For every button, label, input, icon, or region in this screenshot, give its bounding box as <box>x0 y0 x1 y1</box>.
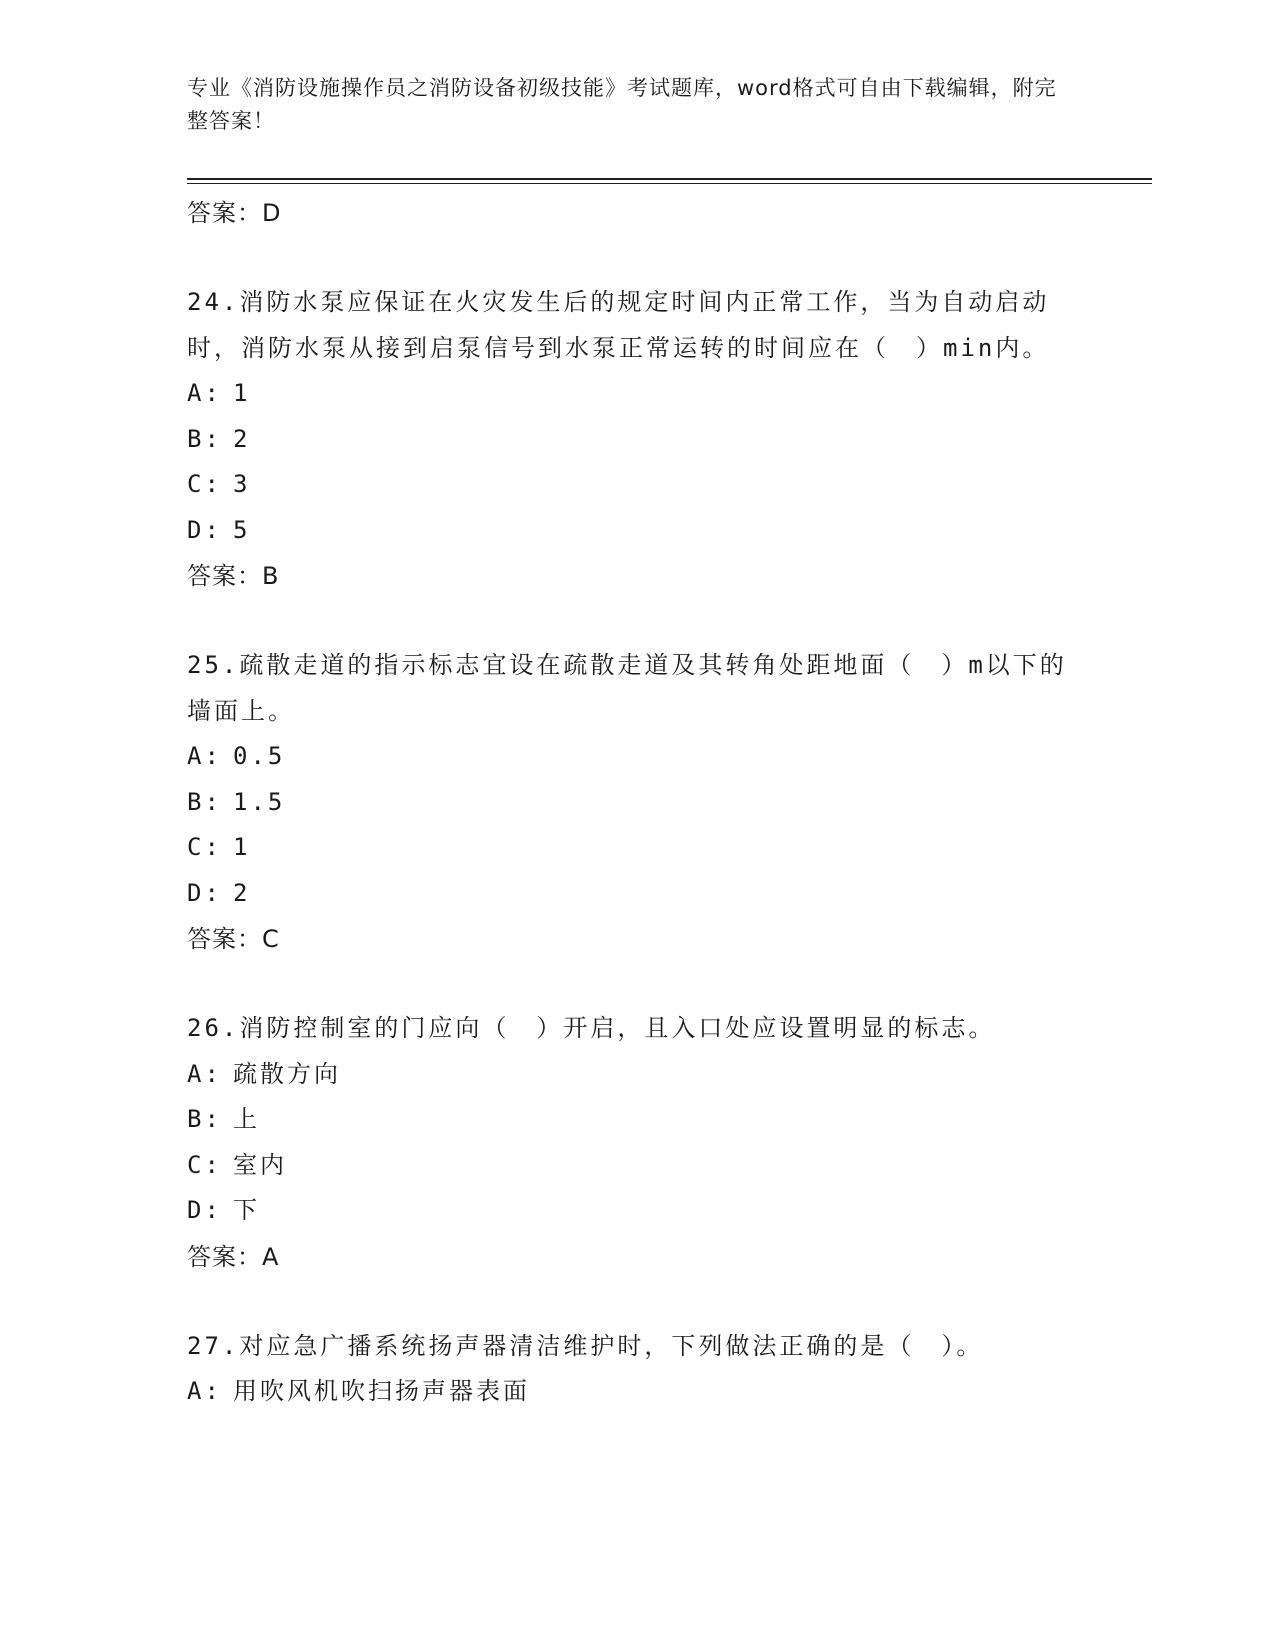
option-b <box>187 417 1087 463</box>
option-value: 0.5 <box>233 742 286 770</box>
option-value: 3 <box>233 470 251 498</box>
option-a <box>187 1369 1087 1415</box>
option-value: 疏散方向 <box>233 1059 341 1088</box>
option-value: 室内 <box>233 1150 287 1179</box>
question-block <box>187 1324 1087 1415</box>
question-text: 27.对应急广播系统扬声器清洁维护时，下列做法正确的是（ ）。 <box>187 1331 984 1360</box>
answer-line: 答案：B <box>187 562 280 590</box>
option-c <box>187 1143 1087 1189</box>
option-label: D: <box>187 878 222 907</box>
option-value: 1 <box>233 379 251 407</box>
option-value: 1.5 <box>233 787 286 816</box>
option-label: B: <box>187 424 222 453</box>
option-label: B: <box>187 1105 222 1133</box>
option-a <box>187 371 1087 417</box>
question-text: 24.消防水泵应保证在火灾发生后的规定时间内正常工作，当为自动启动时，消防水泵从接到启泵信号到水泵正常运转的时间应在（ ）min内。 <box>187 288 1050 362</box>
option-label: D: <box>187 1196 222 1224</box>
header-divider <box>187 178 1152 184</box>
option-label: C: <box>187 1150 222 1179</box>
question-block <box>187 643 1087 962</box>
option-label: A: <box>187 1059 222 1088</box>
option-c <box>187 825 1087 871</box>
question-block <box>187 280 1087 599</box>
option-label: A: <box>187 742 222 770</box>
question-text: 25.疏散走道的指示标志宜设在疏散走道及其转角处距地面（ ）m以下的墙面上。 <box>187 651 1067 725</box>
option-d <box>187 1188 1087 1234</box>
option-b <box>187 1097 1087 1143</box>
option-d <box>187 871 1087 917</box>
option-value: 下 <box>233 1196 260 1224</box>
document-header: 专业《消防设施操作员之消防设备初级技能》考试题库，word格式可自由下载编辑，附完整答案！ <box>187 76 1057 133</box>
answer-line: 答案：D <box>187 199 282 227</box>
option-c <box>187 462 1087 508</box>
option-label: A: <box>187 1377 222 1405</box>
answer-line: 答案：C <box>187 925 280 953</box>
option-d <box>187 508 1087 554</box>
option-value: 2 <box>233 424 251 453</box>
option-value: 用吹风机吹扫扬声器表面 <box>233 1377 530 1405</box>
answer-line: 答案：A <box>187 1242 280 1271</box>
option-label: D: <box>187 515 222 544</box>
option-value: 上 <box>233 1105 260 1133</box>
question-text: 26.消防控制室的门应向（ ）开启，且入口处应设置明显的标志。 <box>187 1014 996 1042</box>
option-label: C: <box>187 833 222 861</box>
option-value: 2 <box>233 878 251 907</box>
option-label: C: <box>187 470 222 498</box>
question-block <box>187 1006 1087 1280</box>
option-a <box>187 1052 1087 1098</box>
option-b <box>187 780 1087 826</box>
option-value: 5 <box>233 515 251 544</box>
option-value: 1 <box>233 833 251 861</box>
option-label: B: <box>187 787 222 816</box>
option-a <box>187 734 1087 780</box>
question-list <box>187 190 1087 1415</box>
option-label: A: <box>187 379 222 407</box>
